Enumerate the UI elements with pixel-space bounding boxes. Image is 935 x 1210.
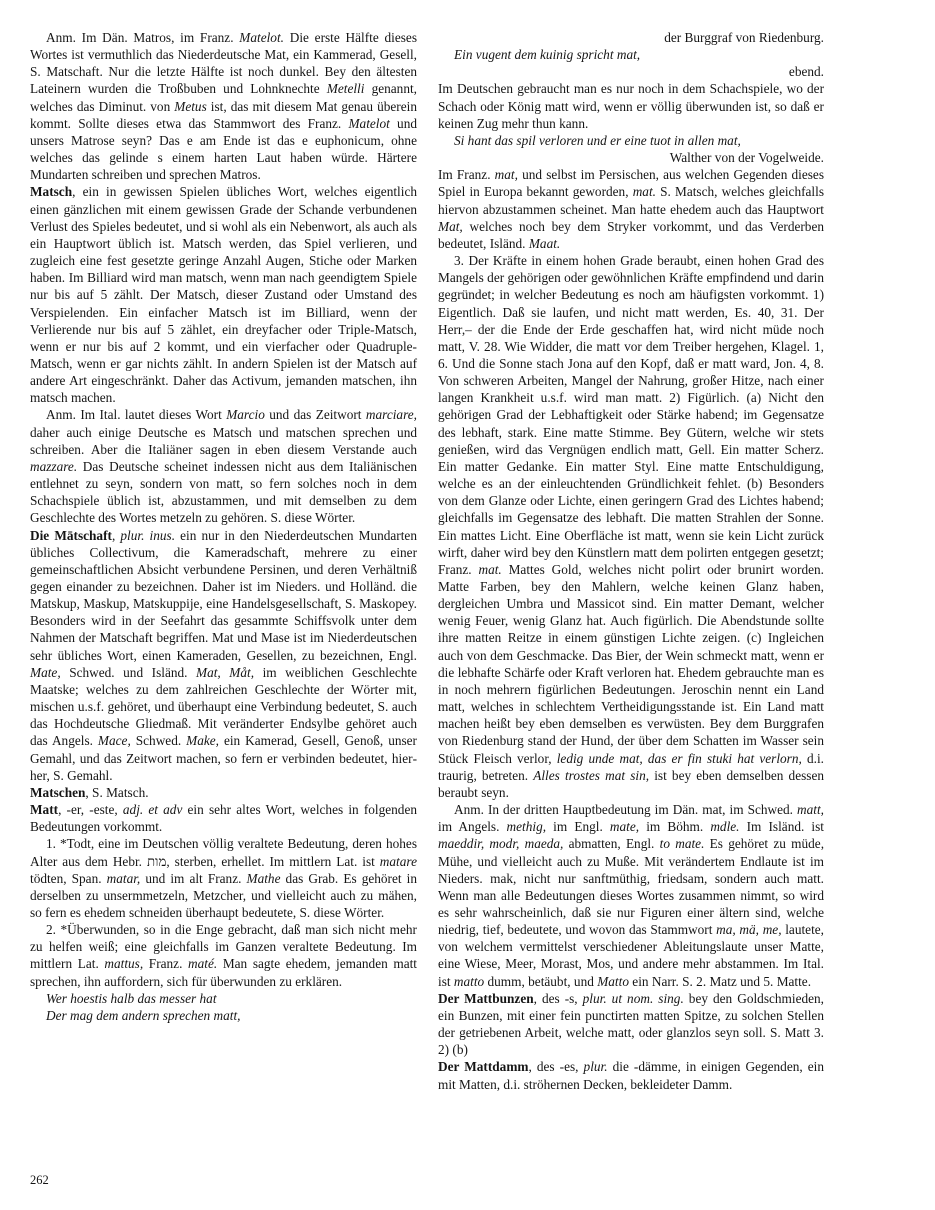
left-column-paragraph: Matsch, ein in gewissen Spielen übliches Wort, welches eigentlich einen gänzlichen mit einem gewissen Grade der Schande verbundenen Verlust des Spieles bedeutet, und si wohl als ein Nebenwort, als auch als ein Hauptwort üblich ist. Matsch werden, das Spiel verlieren, und zugleich eine fest gesetzte geringe Anzahl Augen, Stiche oder Marken haben. Im Billiard wird man matsch, wenn man nach geendigtem Spiele nur bis auf 5 zählt. Der Matsch, dieser Zustand oder Umstand des Verspielenden. Ein einfacher Matsch ist im Billiard, wenn der Verlierende nur bis auf 5 zählet, ein dreyfacher oder Triple-Matsch, wenn er nur bis auf 2 kommt, und ein vierfacher oder Quadruple-Matsch, wenn er gar nichts zählt. In andern Spielen ist der Matsch auf andere Art eingeschränkt. Daher das Activum, jemanden matschen, ihn matsch machen. xyxy=(30,184,417,406)
left-column-paragraph: Wer hoestis halb das messer hat xyxy=(46,990,217,1006)
left-column-paragraph: Der mag dem andern sprechen matt, xyxy=(46,1007,241,1023)
left-column-paragraph: Anm. Im Ital. lautet dieses Wort Marcio und das Zeitwort marciare, daher auch einige Deutsche es Matsch und matschen sprechen und schreiben. Aber die Italiäner sagen in eben diesem Verstande auch mazzare. Das Deutsche scheinet indessen nicht aus dem Italiänischen entlehnet zu seyn, sondern von matt, so fern solches noch in dem Schachspiele üblich ist, abzustammen, und mit demselben zu dem Geschlechte des Wortes metzeln zu gehören. S. diese Wörter. xyxy=(30,407,417,526)
left-column-paragraph: 1. *Todt, eine im Deutschen völlig veraltete Bedeutung, deren hohes Alter aus dem Hebr. מות, sterben, erhellet. Im mittlern Lat. ist matare tödten, Span. matar, und im alt Franz. Mathe das Grab. Es gehöret in derselben zu unsermmetzeln, Metzcher, und vielleicht auch zu mähen, so fern es ehedem schneiden überhaupt bedeutete, S. diese Wörter. xyxy=(30,836,417,920)
right-column-paragraph: Der Mattdamm, des -es, plur. die -dämme, in einigen Gegenden, ein mit Matten, d.i. ströhernen Decken, bekleideter Damm. xyxy=(438,1059,825,1092)
right-column-paragraph: Der Mattbunzen, des -s, plur. ut nom. sing. bey den Goldschmieden, ein Bunzen, mit einer fein punctirten matten Spitze, zu solchen Stellen der getriebenen Arbeit, welche matt, oder glanzlos seyn soll. S. Matt 3. 2) (b) xyxy=(438,990,825,1058)
right-column-paragraph: 3. Der Kräfte in einem hohen Grade beraubt, einen hohen Grad des Mangels der gehörigen oder gewöhnlichen Kräfte empfindend und darin gegründet; in welcher Bedeutung es noch am häufigsten vorkommt. 1) Eigentlich. Daß sie laufen, und nicht matt werden, Es. 40, 31. Der Herr,– der die Ende der Erde geschaffen hat, wird nicht müde noch matt, V. 28. Wie Widder, die matt vor dem Treiber hergehen, Klagel. 1, 6. Und die Sonne stach Jona auf den Kopf, daß er matt ward, Jon. 4, 8. Von schweren Arbeiten, Mangel der Nahrung, großer Hitze, nach einer langen Krankheit u.s.f. wird man matt. 2) Figürlich. (a) Nicht den gehörigen Grad der Lebhaftigkeit oder Stärke habend; im Gegensatze des lebhaft, stark. Eine matte Stimme. Bey Gütern, welche wir stets genießen, wird das Vergnügen endlich matt, Gell. Ein matter Scherz. Ein matter Gedanke. Ein matter Styl. Eine matte Entschuldigung, welche es an der einleuchtenden Gründlichkeit fehlet. (b) Besonders von dem Glanze oder Lichte, einen geringern Grad des Lichtes habend; gleichfalls im Gegensatze des lebhaft. Die matten Strahlen der Sonne. Ein mattes Licht. Eine Oberfläche ist matt, wenn sie kein Licht zurück wirft, daher wird bey den Künstlern matt dem polirten entgegen gesetzt; Franz. mat. Mattes Gold, welches nicht polirt oder brunirt worden. Matte Farben, bey den Mahlern, welche keinen Glanz haben, dergleichen Umbra und Massicot sind. Ein matter Demant, welcher wenig Feuer, wenig Glanz hat. Auch figürlich. Die Abendstunde sollte ihre matten Reitze in einem günstigen Lichte zeigen. (c) Ingleichen auch von dem Geschmacke. Das Bier, der Wein schmeckt matt, wenn er die lebhafte Schärfe oder Kraft verloren hat. Ehedem gebrauchte man es in noch mehrern figürlichen Bedeutungen. Jeroschin nennt ein Land matt, welches in schlechtem Vertheidigungsstande ist. Ein Land matt machen heißt bey eben demselben es verwüsten. Bey dem Burggrafen von Riedenburg stand der Hund, der über dem Schatten im Wasser sein Stück Fleisch verlor, ledig unde mat, das er fin stuki hat verlorn, d.i. traurig, betreten. Alles trostes mat sin, ist bey eben demselben dessen beraubt seyn. xyxy=(438,253,824,800)
left-column-paragraph: Matt, -er, -este, adj. et adv ein sehr altes Wort, welches in folgenden Bedeutungen vorkommt. xyxy=(30,802,418,835)
left-column xyxy=(30,29,417,1024)
left-column-paragraph: Die Mātschaft, plur. inus. ein nur in den Niederdeutschen Mundarten übliches Collectivum, die Kameradschaft, mehrere zu einer gemeinschaftlichen Absicht verbundene Persinen, und deren Verhältniß gegen einander zu bezeichnen. Daher ist im Nieders. und Holländ. die Matskup, Maskup, Matskuppije, eine Handelsgesellschaft, S. Maskopey. Besonders wird in der Seefahrt das gesammte Schiffsvolk unter dem Nahmen der Matschaft begriffen. Mat und Mase ist im Niederdeutschen sehr übliches Wort, einen Kameraden, Gesellen, zu bezeichnen, Engl. Mate, Schwed. und Isländ. Mat, Måt, im weiblichen Geschlechte Maatske; welches zu dem zahlreichen Geschlechte der Wörter mit, mischen u.s.f. gehöret, und überhaupt eine Verbindung bedeutet, S. auch das Hochdeutsche Gliedmaß. Mit veränderter Endsylbe gehöret auch das Angels. Mace, Schwed. Make, ein Kamerad, Gesell, Genoß, unser Gemahl, und das Zeitwort machen, so fern er verbinden bedeutet, hierher, S. Gemahl. xyxy=(30,527,417,783)
right-column-paragraph: Anm. In der dritten Hauptbedeutung im Dän. mat, im Schwed. matt, im Angels. methig, im Engl. mate, im Böhm. mdle. Im Isländ. ist maeddir, modr, maeda, abmatten, Engl. to mate. Es gehöret zu müde, Mühe, und vielleicht auch zu Muße. Mit verändertem Endlaute ist im Nieders. mak, nicht nur sanftmüthig, friedsam, sondern auch matt. Wenn man alle Bedeutungen dieses Wortes zusammen nimmt, so wird es sehr wahrscheinlich, daß sie nur Figuren einer ältern sind, welche niedrig, tief, bedeutete, und wovon das Stammwort ma, mä, me, lautete, von welchem vermittelst verschiedener Ableitungslaute unser Matte, eine Wiese, Meer, Morast, Mos, und andere mehr abstammen. Im Ital. ist matto dumm, betäubt, und Matto ein Narr. S. 2. Matz und 5. Matte. xyxy=(438,802,825,989)
right-column-paragraph: Si hant das spil verloren und er eine tuot in allen mat, xyxy=(454,132,741,148)
left-column-paragraph: Matschen, S. Matsch. xyxy=(30,784,149,800)
right-column-paragraph: ebend. xyxy=(788,64,824,80)
right-column xyxy=(438,29,824,1093)
left-column-paragraph: 2. *Überwunden, so in die Enge gebracht, daß man sich nicht mehr zu helfen weiß; eine gleichfalls im Ganzen veraltete Bedeutung. Im mittlern Lat. mattus, Franz. maté. Man sagte ehedem, jemanden matt sprechen, ihn auffordern, sich für überwunden zu erklären. xyxy=(30,922,417,989)
right-column-paragraph: Ein vugent dem kuinig spricht mat, xyxy=(454,47,641,63)
right-column-paragraph: Im Franz. mat, und selbst im Persischen, aus welchen Gegenden dieses Spiel in Europa bekannt geworden, mat. S. Matsch, welches gleichfalls hiervon abzustammen scheinet. Man hatte ehedem auch das Hauptwort Mat, welches noch bey dem Stryker vorkommt, und das Verderben bedeutet, Isländ. Maat. xyxy=(438,167,824,251)
right-column-paragraph: der Burggraf von Riedenburg. xyxy=(664,30,824,45)
page-number: 262 xyxy=(30,1173,49,1187)
right-column-paragraph: Im Deutschen gebraucht man es nur noch in dem Schachspiele, wo der Schach oder König matt wird, wenn er völlig überwunden ist, so daß er keinen Zug mehr thun kann. xyxy=(438,81,824,131)
right-column-paragraph: Walther von der Vogelweide. xyxy=(669,150,824,166)
left-column-paragraph: Anm. Im Dän. Matros, im Franz. Matelot. Die erste Hälfte dieses Wortes ist vermuthlich das Niederdeutsche Mat, ein Kammerad, Gesell, S. Matschaft. Nur die letzte Hälfte ist noch dunkel. Bey den ältesten Lateinern wurden die Troßbuben und Lohnknechte Metelli genannt, welches das Diminut. von Metus ist, das mit diesem Mat genau überein kommt. Sollte dieses etwa das Stammwort des Franz. Matelot und unsers Matrose seyn? Das e am Ende ist das e euphonicum, ohne welches das gelinde s einem harten Laut haben würde. Härtere Mundarten schreiben und sprechen Matros. xyxy=(30,30,417,183)
